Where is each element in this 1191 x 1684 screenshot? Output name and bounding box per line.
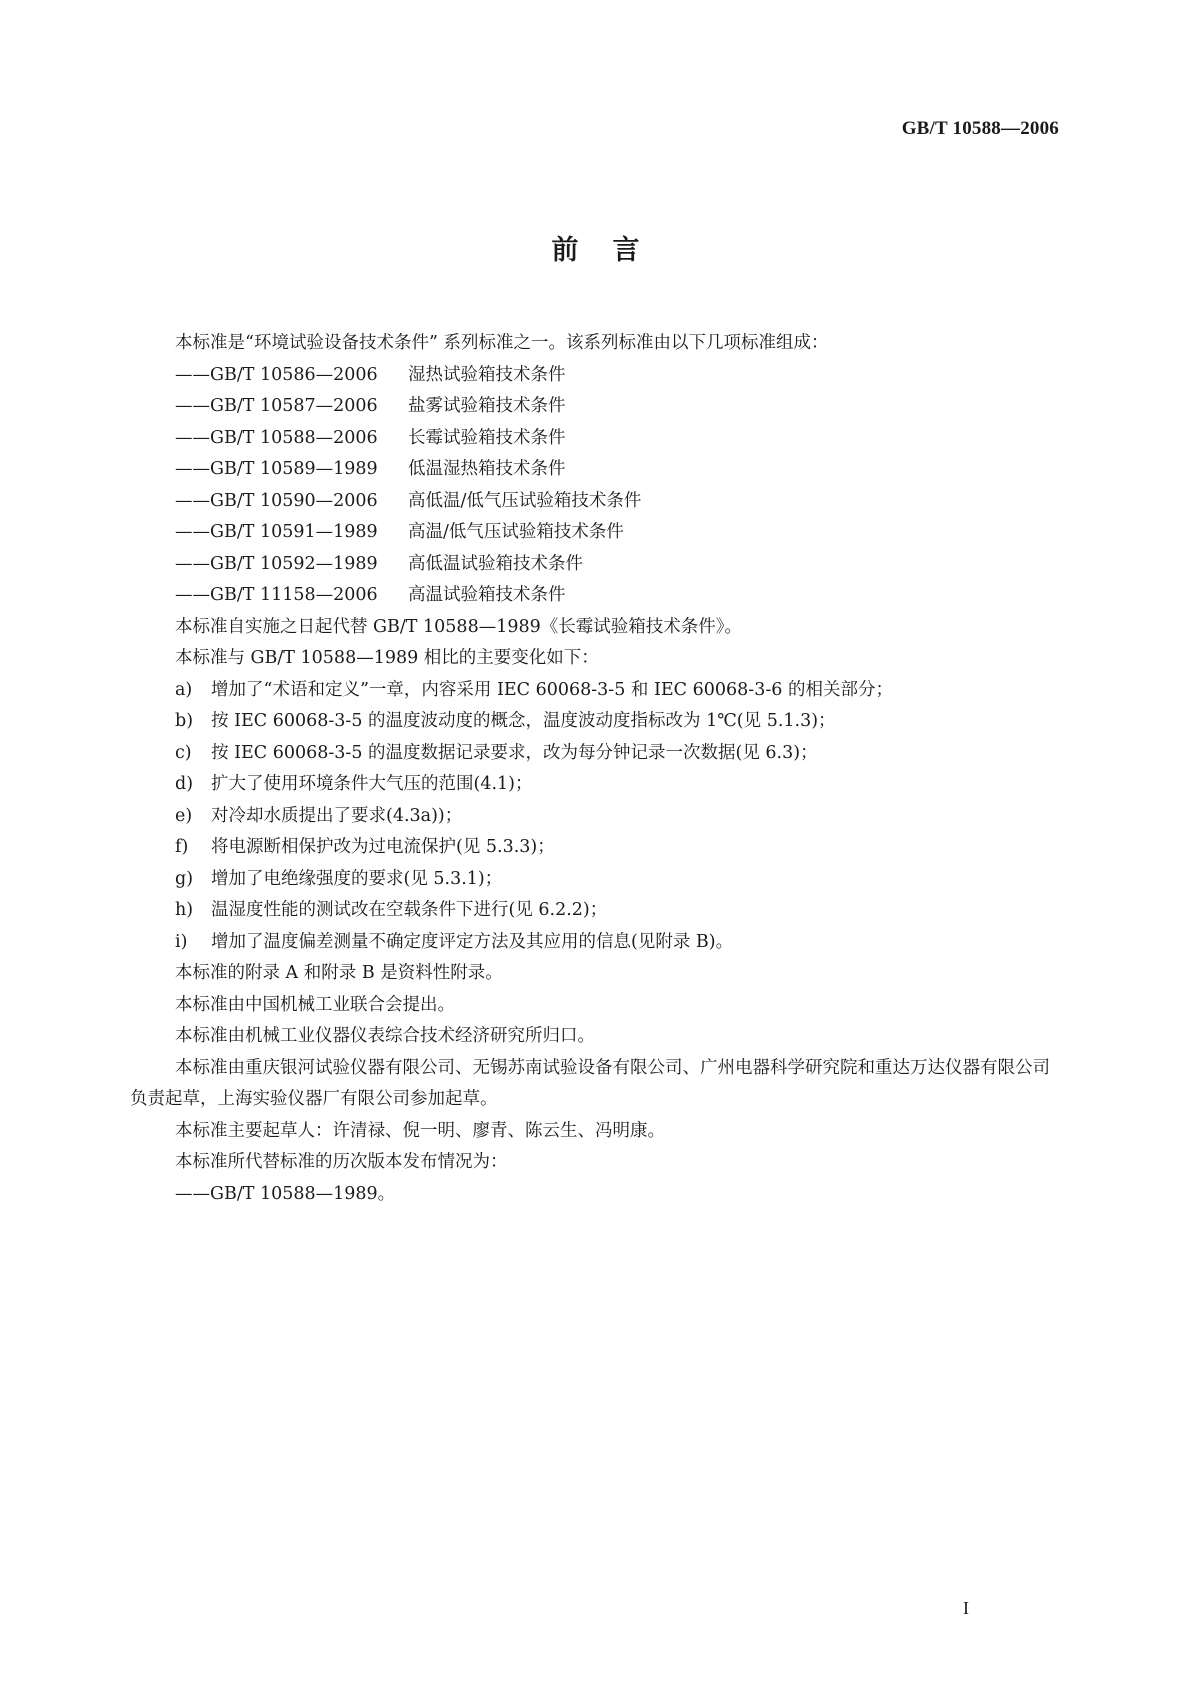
- standard-name: 高温/低气压试验箱技术条件: [408, 522, 624, 542]
- history-intro: 本标准所代替标准的历次版本发布情况为：: [175, 1152, 508, 1172]
- standard-name: 湿热试验箱技术条件: [408, 364, 566, 385]
- standard-code: ——GB/T 10590—2006: [175, 490, 378, 511]
- change-item: [130, 927, 1065, 959]
- change-text: 按 IEC 60068-3-5 的温度数据记录要求，改为每分钟记录一次数据(见 6.3)；: [211, 742, 818, 763]
- standard-item: [130, 580, 1065, 612]
- change-label: g): [175, 868, 194, 889]
- change-text: 将电源断相保护改为过电流保护(见 5.3.3)；: [211, 837, 555, 857]
- change-item: [130, 738, 1065, 770]
- change-text: 增加了温度偏差测量不确定度评定方法及其应用的信息(见附录 B)。: [211, 931, 734, 952]
- page-title: 前言: [551, 235, 674, 266]
- change-label: e): [175, 805, 193, 826]
- change-label: h): [175, 900, 194, 920]
- standard-name: 长霉试验箱技术条件: [408, 427, 566, 448]
- standard-code: ——GB/T 10589—1989: [175, 459, 378, 479]
- standard-name: 高低温/低气压试验箱技术条件: [408, 490, 642, 511]
- intro-paragraph: 本标准是“环境试验设备技术条件” 系列标准之一。该系列标准由以下几项标准组成：: [175, 333, 829, 353]
- change-label: a): [175, 679, 193, 700]
- standard-code: ——GB/T 10587—2006: [175, 396, 378, 416]
- header-standard-code: GB/T 10588—2006: [901, 118, 1059, 139]
- history-item: ——GB/T 10588—1989。: [175, 1183, 396, 1204]
- proposed-by: 本标准由中国机械工业联合会提出。: [175, 994, 455, 1015]
- appendix-note: 本标准的附录 A 和附录 B 是资料性附录。: [175, 963, 503, 983]
- page-number: I: [963, 1598, 969, 1618]
- change-item: [130, 769, 1065, 801]
- drafted-by: 本标准由重庆银河试验仪器有限公司、无锡苏南试验设备有限公司、广州电器科学研究院和重达万达仪器有限公司负责起草，上海实验仪器厂有限公司参加起草。: [130, 1057, 1050, 1109]
- foreword-body: [130, 328, 1065, 1210]
- standard-name: 高低温试验箱技术条件: [408, 553, 583, 574]
- standard-item: [130, 486, 1065, 518]
- standards-list: [130, 360, 1065, 612]
- main-drafters: 本标准主要起草人：许清禄、倪一明、廖青、陈云生、冯明康。: [175, 1120, 665, 1141]
- change-label: c): [175, 742, 192, 763]
- centralized-by: 本标准由机械工业仪器仪表综合技术经济研究所归口。: [175, 1026, 595, 1046]
- standard-name: 盐雾试验箱技术条件: [408, 396, 566, 416]
- standard-item: [130, 454, 1065, 486]
- standard-item: [130, 423, 1065, 455]
- change-item: [130, 895, 1065, 927]
- standard-code: ——GB/T 10591—1989: [175, 522, 378, 542]
- change-item: [130, 675, 1065, 707]
- change-text: 对冷却水质提出了要求(4.3a))；: [211, 805, 463, 826]
- changes-list: [130, 675, 1065, 959]
- standard-name: 低温湿热箱技术条件: [408, 459, 566, 479]
- change-item: [130, 832, 1065, 864]
- replaces-paragraph: 本标准自实施之日起代替 GB/T 10588—1989《长霉试验箱技术条件》。: [175, 616, 742, 637]
- change-text: 增加了“术语和定义”一章，内容采用 IEC 60068-3-5 和 IEC 60068-3-6 的相关部分；: [211, 679, 893, 700]
- standard-item: [130, 360, 1065, 392]
- standard-code: ——GB/T 10592—1989: [175, 553, 378, 574]
- change-label: f): [175, 837, 189, 857]
- change-item: [130, 864, 1065, 896]
- change-text: 增加了电绝缘强度的要求(见 5.3.1)；: [211, 868, 503, 889]
- change-text: 温湿度性能的测试改在空载条件下进行(见 6.2.2)；: [211, 900, 608, 920]
- standard-item: [130, 549, 1065, 581]
- change-text: 按 IEC 60068-3-5 的温度波动度的概念，温度波动度指标改为 1℃(见 5.1.3)；: [211, 711, 836, 731]
- change-label: i): [175, 931, 188, 952]
- standard-code: ——GB/T 10588—2006: [175, 427, 378, 448]
- change-item: [130, 706, 1065, 738]
- changes-intro: 本标准与 GB/T 10588—1989 相比的主要变化如下：: [175, 648, 599, 668]
- standard-item: [130, 517, 1065, 549]
- standard-code: ——GB/T 11158—2006: [175, 585, 378, 605]
- change-label: b): [175, 711, 194, 731]
- standard-name: 高温试验箱技术条件: [408, 585, 566, 605]
- change-item: [130, 801, 1065, 833]
- change-text: 扩大了使用环境条件大气压的范围(4.1)；: [211, 774, 533, 794]
- standard-item: [130, 391, 1065, 423]
- change-label: d): [175, 774, 194, 794]
- standard-code: ——GB/T 10586—2006: [175, 364, 378, 385]
